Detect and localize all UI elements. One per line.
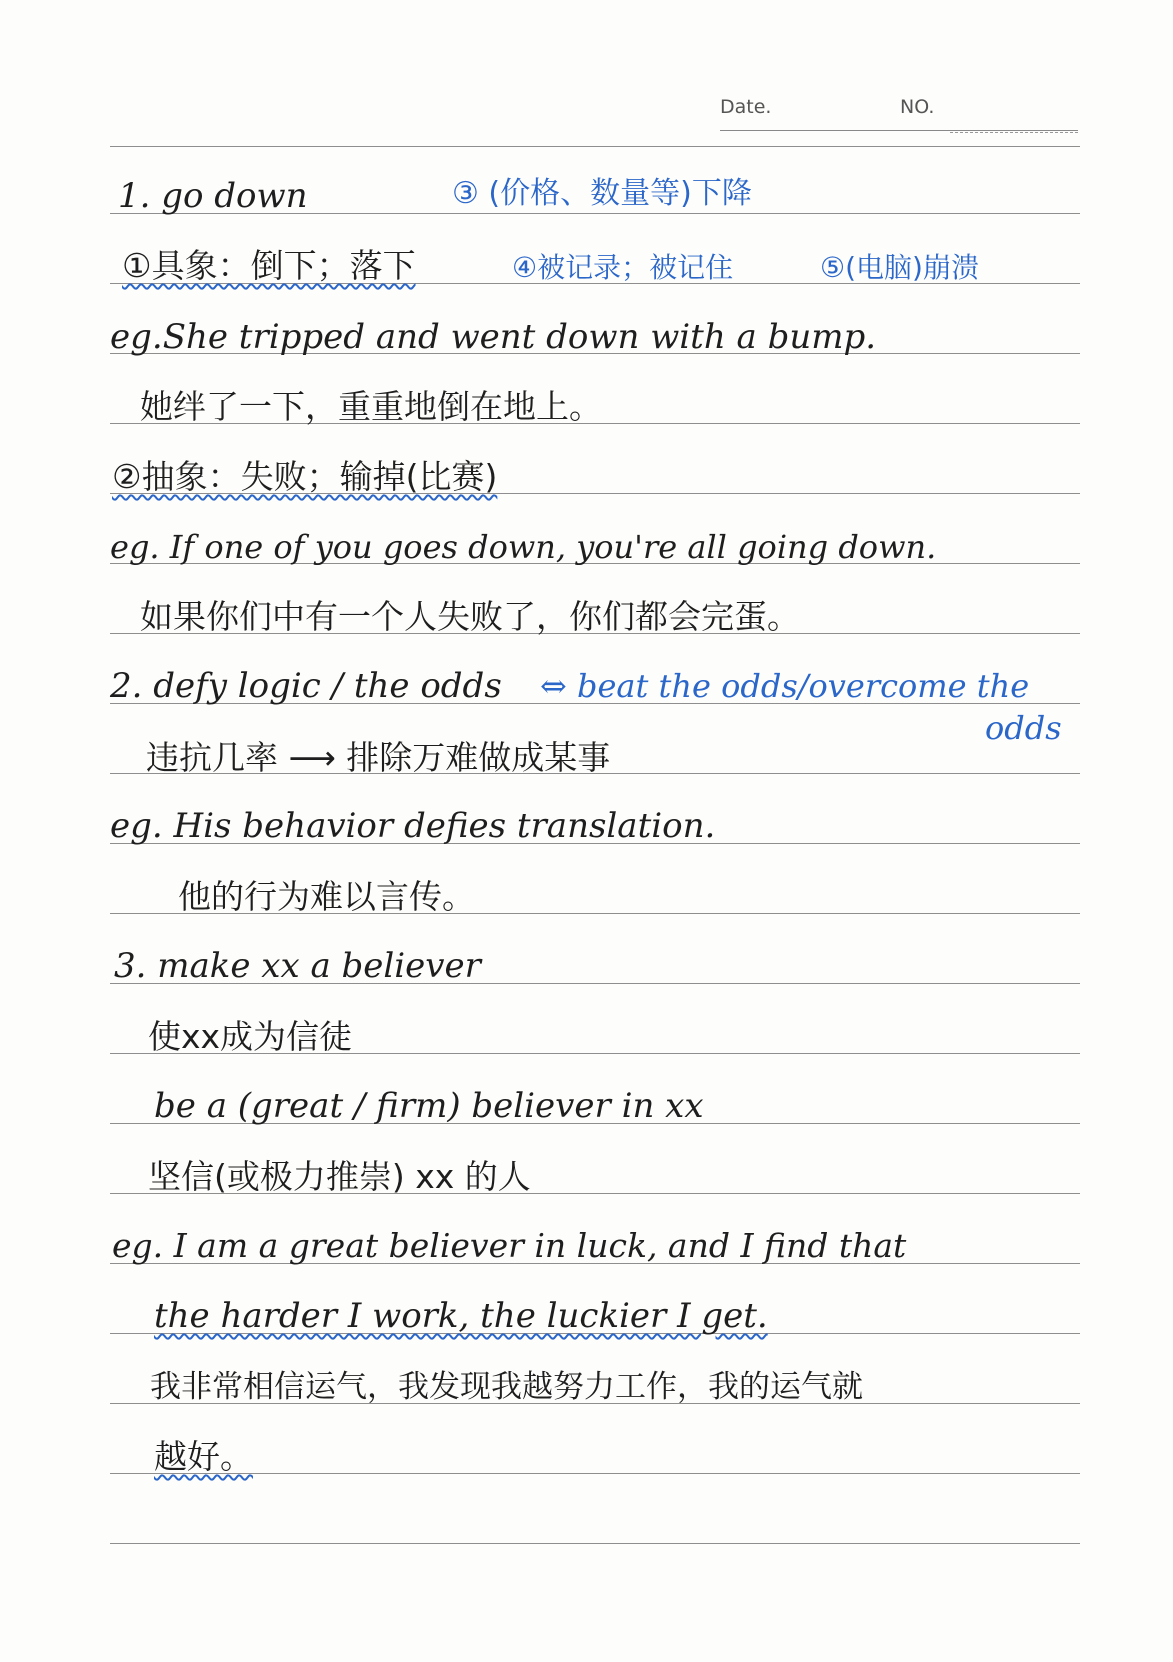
entry-2-heading: 2. defy logic / the odds [110, 666, 502, 706]
circled-number-1: ①具象：倒下；落下 [122, 246, 416, 285]
entry-3-example: eg. I am a great believer in luck, and I find that [112, 1226, 907, 1265]
entry-2-note-antonym: ⇔ beat the odds/overcome the [540, 667, 1030, 705]
underlined-phrase: 越好。 [154, 1437, 253, 1476]
entry-1-sense-concrete [122, 246, 416, 286]
underlined-phrase: the harder I work, the luckier I get. [154, 1296, 768, 1336]
entry-3-related-phrase: be a (great / firm) believer in xx [154, 1086, 704, 1126]
entry-1-example-1-translation: 她绊了一下，重重地倒在地上。 [140, 387, 602, 426]
entry-2-example: eg. His behavior defies translation. [110, 806, 716, 846]
entry-1-example-2: eg. If one of you goes down, you're all going down. [110, 528, 937, 566]
entry-3-example-translation: 我非常相信运气，我发现我越努力工作，我的运气就 [150, 1369, 863, 1405]
page-header [720, 96, 1080, 136]
entry-1-note-crash: ⑤(电脑)崩溃 [820, 251, 979, 284]
entry-3-example-translation-cont [154, 1437, 253, 1477]
entry-1-note-recorded: ④被记录；被记住 [512, 251, 734, 284]
number-label: NO. [900, 96, 935, 118]
ruled-line [110, 1543, 1080, 1544]
entry-2-meaning: 违抗几率 ⟶ 排除万难做成某事 [146, 738, 611, 777]
entry-3-heading: 3. make xx a believer [114, 946, 481, 986]
entry-2-example-translation: 他的行为难以言传。 [178, 877, 475, 916]
entry-1-sense-abstract [112, 457, 497, 497]
entry-3-meaning: 使xx成为信徒 [148, 1017, 353, 1056]
entry-1-note-price-drop: ③ (价格、数量等)下降 [452, 176, 752, 211]
header-dotted-underline [950, 132, 1078, 133]
ruled-line [110, 1473, 1080, 1474]
entry-3-example-cont [154, 1296, 768, 1336]
ruled-line [110, 146, 1080, 147]
entry-2-note-antonym-cont: odds [985, 709, 1062, 747]
header-underline [720, 130, 1078, 131]
entry-1-example-2-translation: 如果你们中有一个人失败了，你们都会完蛋。 [140, 597, 800, 636]
date-label: Date. [720, 96, 772, 118]
circled-number-2: ②抽象：失败；输掉(比赛) [112, 457, 498, 496]
entry-1-example-1: eg.She tripped and went down with a bump. [110, 317, 877, 357]
entry-3-related-meaning: 坚信(或极力推崇) xx 的人 [148, 1157, 531, 1196]
entry-1-heading: 1. go down [118, 176, 308, 216]
